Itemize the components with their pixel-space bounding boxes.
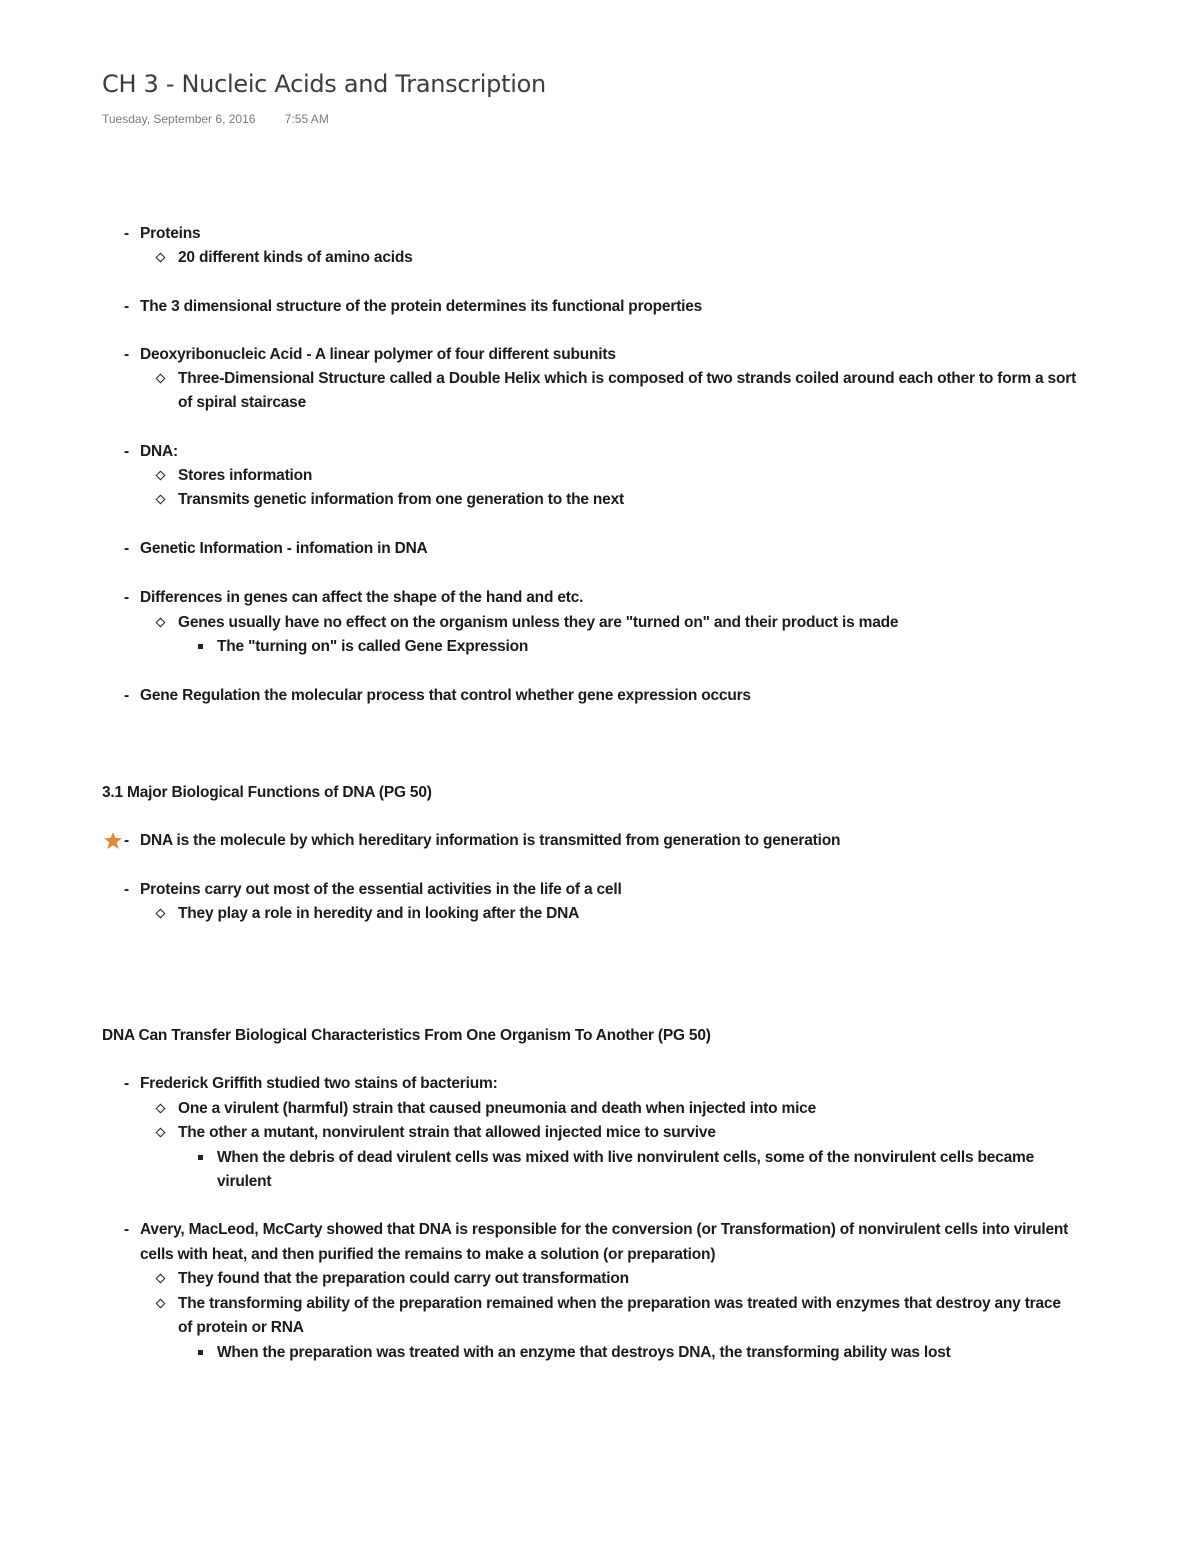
dash-bullet: -: [124, 225, 129, 242]
note-line: - Proteins: [124, 225, 201, 242]
note-line: - Gene Regulation the molecular process that control whether gene expression occurs: [124, 687, 751, 704]
dash-bullet: -: [124, 346, 129, 363]
dash-bullet: -: [124, 298, 129, 315]
section-heading: DNA Can Transfer Biological Characteristics From One Organism To Another (PG 50): [102, 1027, 711, 1044]
hollow-diamond-bullet: [156, 374, 166, 384]
star-icon: [103, 831, 123, 851]
note-line: When the debris of dead virulent cells was mixed with live nonvirulent cells, some of the nonvirulent cells became: [217, 1148, 1034, 1168]
note-line: They play a role in heredity and in looking after the DNA: [178, 904, 579, 924]
hollow-diamond-bullet: [156, 253, 166, 263]
dash-bullet: -: [124, 540, 129, 557]
square-bullet: [198, 1350, 203, 1355]
hollow-diamond-bullet: [156, 1128, 166, 1138]
dash-bullet: -: [124, 687, 129, 704]
hollow-diamond-bullet: [156, 1274, 166, 1284]
note-line-continuation: cells with heat, and then purified the remains to make a solution (or preparation): [140, 1246, 716, 1263]
page-title: CH 3 - Nucleic Acids and Transcription: [102, 70, 546, 98]
note-line: The "turning on" is called Gene Expression: [217, 637, 528, 657]
square-bullet: [198, 644, 203, 649]
note-line: - Differences in genes can affect the shape of the hand and etc.: [124, 589, 584, 606]
section-heading: 3.1 Major Biological Functions of DNA (PG 50): [102, 784, 432, 801]
hollow-diamond-bullet: [156, 495, 166, 505]
note-line: - Avery, MacLeod, McCarty showed that DNA is responsible for the conversion (or Transformation) of nonvirulent cells into virulent: [124, 1221, 1069, 1238]
dash-bullet: -: [124, 589, 129, 606]
dash-bullet: -: [124, 443, 129, 460]
note-line: - Genetic Information - infomation in DNA: [124, 540, 428, 557]
note-line: Transmits genetic information from one generation to the next: [178, 490, 624, 510]
dash-bullet: -: [124, 881, 129, 898]
note-line: Three-Dimensional Structure called a Double Helix which is composed of two strands coiled around each other to form a sort: [178, 369, 1076, 389]
page-date: Tuesday, September 6, 2016: [102, 112, 256, 126]
note-line-continuation: of spiral staircase: [178, 394, 307, 411]
note-line: - The 3 dimensional structure of the protein determines its functional properties: [124, 298, 703, 315]
dash-bullet: -: [124, 832, 129, 849]
note-line: The transforming ability of the preparation remained when the preparation was treated with enzymes that destroy any trace: [178, 1294, 1061, 1314]
note-line-continuation: of protein or RNA: [178, 1319, 304, 1336]
note-line: Genes usually have no effect on the organism unless they are "turned on" and their product is made: [178, 613, 898, 633]
note-line: - Frederick Griffith studied two stains of bacterium:: [124, 1075, 498, 1092]
hollow-diamond-bullet: [156, 618, 166, 628]
note-line: - DNA is the molecule by which hereditary information is transmitted from generation to generation: [124, 832, 841, 849]
note-line: - DNA:: [124, 443, 178, 460]
square-bullet: [198, 1155, 203, 1160]
note-line: The other a mutant, nonvirulent strain that allowed injected mice to survive: [178, 1123, 716, 1143]
note-line-continuation: virulent: [217, 1173, 272, 1190]
page-time: 7:55 AM: [284, 112, 329, 126]
hollow-diamond-bullet: [156, 471, 166, 481]
page-timestamp: [102, 112, 329, 126]
note-line: 20 different kinds of amino acids: [178, 248, 413, 268]
note-line: - Proteins carry out most of the essential activities in the life of a cell: [124, 881, 622, 898]
dash-bullet: -: [124, 1221, 129, 1238]
note-line: - Deoxyribonucleic Acid - A linear polymer of four different subunits: [124, 346, 616, 363]
hollow-diamond-bullet: [156, 909, 166, 919]
note-line: They found that the preparation could carry out transformation: [178, 1269, 629, 1289]
note-line: Stores information: [178, 466, 312, 486]
note-line: When the preparation was treated with an enzyme that destroys DNA, the transforming ability was lost: [217, 1343, 951, 1363]
note-line: One a virulent (harmful) strain that caused pneumonia and death when injected into mice: [178, 1099, 816, 1119]
hollow-diamond-bullet: [156, 1299, 166, 1309]
hollow-diamond-bullet: [156, 1104, 166, 1114]
dash-bullet: -: [124, 1075, 129, 1092]
